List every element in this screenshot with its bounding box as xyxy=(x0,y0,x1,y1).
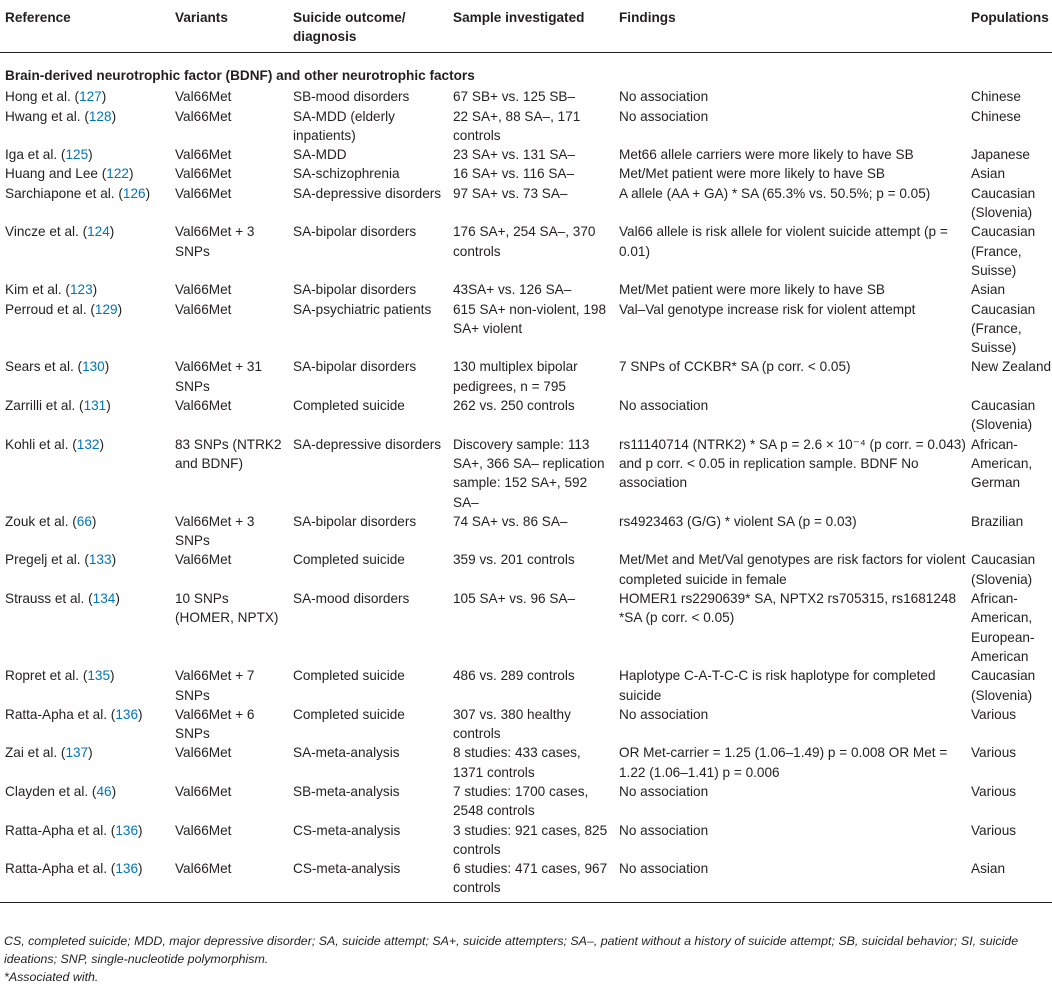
cell-findings: rs11140714 (NTRK2) * SA p = 2.6 × 10⁻⁴ (p corr. = 0.043) and p corr. < 0.05 in replication sample. BDNF No association xyxy=(619,436,966,491)
cell-sample: 3 studies: 921 cases, 825 controls xyxy=(453,822,608,857)
reference-author: Hong et al. ( xyxy=(5,89,80,105)
reference-close-paren: ) xyxy=(99,436,104,452)
cell-outcome: SA-meta-analysis xyxy=(293,745,400,761)
cell-variants: Val66Met xyxy=(175,552,232,568)
cell-reference xyxy=(0,859,170,902)
cell-population: Various xyxy=(971,745,1017,761)
cell-sample: 74 SA+ vs. 86 SA– xyxy=(453,513,568,529)
association-table xyxy=(0,4,1052,903)
cell-population: Japanese xyxy=(971,147,1030,163)
cell-sample: 262 vs. 250 controls xyxy=(453,398,575,414)
cell-population: Caucasian (Slovenia) xyxy=(971,668,1036,703)
cell-reference xyxy=(0,357,170,396)
reference-author: Zouk et al. ( xyxy=(5,513,77,529)
header-populations: Populations xyxy=(966,4,1052,53)
reference-link[interactable]: 122 xyxy=(106,166,129,182)
reference-link[interactable]: 129 xyxy=(94,301,118,317)
reference-close-paren: ) xyxy=(91,513,97,529)
reference-link[interactable]: 132 xyxy=(76,436,100,452)
reference-close-paren: ) xyxy=(117,301,123,317)
cell-variants: Val66Met xyxy=(175,89,232,105)
cell-findings: 7 SNPs of CCKBR* SA (p corr. < 0.05) xyxy=(619,359,851,375)
cell-findings: Met66 allele carriers were more likely to have SB xyxy=(619,147,914,163)
cell-sample: 105 SA+ vs. 96 SA– xyxy=(453,591,576,607)
reference-link[interactable]: 133 xyxy=(88,552,112,568)
cell-reference xyxy=(0,87,170,106)
reference-author: Hwang et al. ( xyxy=(5,108,89,124)
table-row xyxy=(0,222,1052,280)
table-row xyxy=(0,550,1052,589)
reference-link[interactable]: 137 xyxy=(65,745,89,761)
cell-reference xyxy=(0,666,170,705)
cell-variants: Val66Met + 31 SNPs xyxy=(175,359,263,394)
table-row xyxy=(0,782,1052,821)
cell-variants: 83 SNPs (NTRK2 and BDNF) xyxy=(175,436,282,471)
section-title: Brain-derived neurotrophic factor (BDNF) and other neurotrophic factors xyxy=(5,68,475,83)
cell-outcome: SA-bipolar disorders xyxy=(293,224,417,240)
reference-link[interactable]: 124 xyxy=(87,224,110,240)
cell-sample: 486 vs. 289 controls xyxy=(453,668,575,684)
reference-author: Perroud et al. ( xyxy=(5,301,95,317)
reference-link[interactable]: 136 xyxy=(115,822,139,838)
cell-population: Brazilian xyxy=(971,513,1024,529)
cell-reference xyxy=(0,589,170,666)
cell-findings: Met/Met patient were more likely to have SB xyxy=(619,166,885,182)
header-variants: Variants xyxy=(170,4,288,53)
cell-outcome: SB-mood disorders xyxy=(293,89,410,105)
cell-findings: Haplotype C-A-T-C-C is risk haplotype for completed suicide xyxy=(619,668,936,703)
cell-outcome: Completed suicide xyxy=(293,706,405,722)
cell-sample: 176 SA+, 254 SA–, 370 controls xyxy=(453,224,596,259)
cell-reference xyxy=(0,107,170,146)
cell-sample: Discovery sample: 113 SA+, 366 SA– replication sample: 152 SA+, 592 SA– xyxy=(453,436,605,510)
table-row xyxy=(0,184,1052,223)
table-row xyxy=(0,357,1052,396)
reference-author: Ratta-Apha et al. ( xyxy=(5,706,116,722)
cell-outcome: SA-bipolar disorders xyxy=(293,282,417,298)
cell-variants: Val66Met xyxy=(175,822,232,838)
reference-close-paren: ) xyxy=(138,822,143,838)
table-row xyxy=(0,396,1052,435)
reference-close-paren: ) xyxy=(104,359,110,375)
cell-reference xyxy=(0,164,170,183)
cell-population: Caucasian (Slovenia) xyxy=(971,398,1036,433)
reference-author: Ropret et al. ( xyxy=(5,668,88,684)
reference-author: Kohli et al. ( xyxy=(5,436,77,452)
cell-findings: No association xyxy=(619,783,709,799)
cell-findings: Val66 allele is risk allele for violent suicide attempt (p = 0.01) xyxy=(619,224,948,259)
cell-variants: Val66Met xyxy=(175,398,232,414)
reference-close-paren: ) xyxy=(138,706,143,722)
reference-author: Strauss et al. ( xyxy=(5,591,93,607)
cell-reference xyxy=(0,512,170,551)
reference-author: Sears et al. ( xyxy=(5,359,83,375)
cell-outcome: CS-meta-analysis xyxy=(288,859,448,902)
reference-author: Pregelj et al. ( xyxy=(5,552,89,568)
cell-findings: rs4923463 (G/G) * violent SA (p = 0.03) xyxy=(619,513,857,529)
cell-reference xyxy=(0,821,170,860)
cell-population: Asian xyxy=(971,282,1006,298)
header-outcome: Suicide outcome/ diagnosis xyxy=(288,4,448,53)
table-row xyxy=(0,666,1052,705)
cell-population: African-American, German xyxy=(971,436,1033,491)
reference-link[interactable]: 131 xyxy=(83,398,107,414)
cell-variants: Val66Met xyxy=(175,783,232,799)
reference-author: Zai et al. ( xyxy=(5,745,66,761)
cell-outcome: Completed suicide xyxy=(293,398,405,414)
cell-variants: Val66Met xyxy=(175,166,232,182)
cell-population: New Zealand xyxy=(971,359,1052,375)
reference-close-paren: ) xyxy=(88,147,93,163)
reference-close-paren: ) xyxy=(101,89,107,105)
cell-findings: HOMER1 rs2290639* SA, NPTX2 rs705315, rs1681248 *SA (p corr. < 0.05) xyxy=(619,591,957,626)
cell-sample: 6 studies: 471 cases, 967 controls xyxy=(448,859,614,902)
reference-link[interactable]: 123 xyxy=(69,282,93,298)
cell-findings: Met/Met patient were more likely to have SB xyxy=(619,282,885,298)
cell-variants: Val66Met + 6 SNPs xyxy=(175,706,255,742)
table-row xyxy=(0,280,1052,299)
reference-link[interactable]: 136 xyxy=(115,861,139,877)
cell-population: Various xyxy=(971,822,1017,838)
cell-outcome: SA-mood disorders xyxy=(293,591,410,607)
cell-variants: Val66Met xyxy=(175,745,232,761)
header-row xyxy=(0,4,1052,53)
cell-outcome: SA-psychiatric patients xyxy=(293,301,432,317)
reference-author: Huang and Lee ( xyxy=(5,166,107,182)
cell-variants: Val66Met + 3 SNPs xyxy=(175,513,255,549)
cell-findings: Met/Met and Met/Val genotypes are risk factors for violent completed suicide in female xyxy=(619,552,966,587)
cell-sample: 43SA+ vs. 126 SA– xyxy=(453,282,572,298)
cell-outcome: Completed suicide xyxy=(293,552,405,568)
cell-outcome: SA-bipolar disorders xyxy=(293,513,417,529)
table-row xyxy=(0,145,1052,164)
table-row xyxy=(0,300,1052,358)
cell-population: Various xyxy=(971,783,1017,799)
reference-link[interactable]: 130 xyxy=(82,359,105,375)
reference-link[interactable]: 128 xyxy=(88,108,112,124)
reference-link[interactable]: 127 xyxy=(79,89,102,105)
reference-close-paren: ) xyxy=(111,552,117,568)
reference-author: Ratta-Apha et al. ( xyxy=(5,822,116,838)
cell-population: Asian xyxy=(966,859,1052,902)
header-reference: Reference xyxy=(0,4,170,53)
cell-reference xyxy=(0,145,170,164)
table-row xyxy=(0,705,1052,744)
cell-population: Caucasian (Slovenia) xyxy=(971,552,1036,587)
reference-close-paren: ) xyxy=(111,108,117,124)
reference-author: Sarchiapone et al. ( xyxy=(5,185,123,201)
reference-link[interactable]: 125 xyxy=(65,147,89,163)
table-row xyxy=(0,107,1052,146)
cell-findings: No association xyxy=(614,859,966,902)
table-row xyxy=(0,743,1052,782)
section-row xyxy=(0,53,1052,88)
reference-author: Vincze et al. ( xyxy=(5,224,88,240)
header-sample: Sample investigated xyxy=(448,4,614,53)
cell-reference xyxy=(0,300,170,358)
cell-population: Caucasian (France, Suisse) xyxy=(971,301,1036,356)
reference-close-paren: ) xyxy=(106,398,111,414)
reference-close-paren: ) xyxy=(88,745,93,761)
cell-variants: Val66Met xyxy=(175,147,232,163)
cell-outcome: SA-MDD xyxy=(293,147,347,163)
cell-outcome: SB-meta-analysis xyxy=(293,783,400,799)
cell-variants: Val66Met xyxy=(170,859,288,902)
cell-reference xyxy=(0,280,170,299)
table-row xyxy=(0,435,1052,512)
reference-author: Zarrilli et al. ( xyxy=(5,398,84,414)
cell-reference xyxy=(0,184,170,223)
cell-population: Various xyxy=(971,706,1017,722)
cell-variants: Val66Met xyxy=(175,108,232,124)
reference-link[interactable]: 46 xyxy=(96,783,112,799)
cell-variants: Val66Met + 7 SNPs xyxy=(175,668,255,703)
cell-population: Caucasian (France, Suisse) xyxy=(971,224,1036,278)
cell-reference xyxy=(0,782,170,821)
cell-findings: No association xyxy=(619,706,709,722)
cell-findings: No association xyxy=(619,89,709,105)
cell-variants: 10 SNPs (HOMER, NPTX) xyxy=(175,591,279,626)
cell-population: Asian xyxy=(971,166,1006,182)
cell-outcome: Completed suicide xyxy=(293,668,405,684)
cell-sample: 615 SA+ non-violent, 198 SA+ violent xyxy=(453,301,607,336)
cell-outcome: CS-meta-analysis xyxy=(293,822,401,838)
cell-reference xyxy=(0,435,170,512)
cell-sample: 23 SA+ vs. 131 SA– xyxy=(453,147,576,163)
reference-link[interactable]: 136 xyxy=(115,706,139,722)
cell-variants: Val66Met xyxy=(175,282,232,298)
reference-close-paren: ) xyxy=(110,668,115,684)
reference-link[interactable]: 66 xyxy=(76,513,92,529)
footnote-asterisk: *Associated with. xyxy=(4,970,99,984)
cell-findings: No association xyxy=(619,108,709,124)
table-row xyxy=(0,87,1052,106)
cell-outcome: SA-depressive disorders xyxy=(293,185,442,201)
footnote-abbreviations: CS, completed suicide; MDD, major depressive disorder; SA, suicide attempt; SA+, suicide attempters; SA–, patient without a history of suicide attempt; SB, suicidal behavior; SI, suicide ideations; SNP, single-nucleotide polymorphism. xyxy=(4,934,1019,966)
table-row xyxy=(0,164,1052,183)
cell-population: Chinese xyxy=(971,89,1021,105)
reference-close-paren: ) xyxy=(92,282,98,298)
reference-close-paren: ) xyxy=(111,783,117,799)
cell-sample: 67 SB+ vs. 125 SB– xyxy=(453,89,576,105)
table-row xyxy=(0,512,1052,551)
reference-close-paren: ) xyxy=(109,224,115,240)
reference-author: Clayden et al. ( xyxy=(5,783,97,799)
reference-author: Iga et al. ( xyxy=(5,147,66,163)
reference-link[interactable]: 134 xyxy=(92,591,116,607)
reference-close-paren: ) xyxy=(128,166,134,182)
reference-author: Kim et al. ( xyxy=(5,282,70,298)
cell-variants: Val66Met + 3 SNPs xyxy=(175,224,255,259)
cell-reference xyxy=(0,705,170,744)
cell-sample: 307 vs. 380 healthy controls xyxy=(453,706,571,742)
reference-author: Ratta-Apha et al. ( xyxy=(5,861,116,877)
table-row xyxy=(0,589,1052,666)
cell-population: African-American, European-American xyxy=(971,591,1035,664)
cell-findings: OR Met-carrier = 1.25 (1.06–1.49) p = 0.008 OR Met = 1.22 (1.06–1.41) p = 0.006 xyxy=(619,745,948,780)
cell-outcome: SA-MDD (elderly inpatients) xyxy=(293,108,395,143)
cell-outcome: SA-schizophrenia xyxy=(293,166,400,182)
reference-close-paren: ) xyxy=(138,861,143,877)
cell-sample: 359 vs. 201 controls xyxy=(453,552,575,568)
cell-sample: 22 SA+, 88 SA–, 171 controls xyxy=(453,108,581,143)
table-row xyxy=(0,821,1052,860)
reference-close-paren: ) xyxy=(145,185,151,201)
cell-reference xyxy=(0,743,170,782)
reference-close-paren: ) xyxy=(115,591,120,607)
cell-outcome: SA-depressive disorders xyxy=(293,436,442,452)
cell-population: Caucasian (Slovenia) xyxy=(971,185,1036,221)
cell-findings: A allele (AA + GA) * SA (65.3% vs. 50.5%; p = 0.05) xyxy=(619,185,931,201)
cell-reference xyxy=(0,222,170,280)
cell-findings: No association xyxy=(619,822,709,838)
reference-link[interactable]: 126 xyxy=(122,185,146,201)
cell-reference xyxy=(0,550,170,589)
cell-variants: Val66Met xyxy=(175,185,232,201)
cell-population: Chinese xyxy=(971,108,1021,124)
cell-variants: Val66Met xyxy=(175,301,232,317)
table-row xyxy=(0,859,1052,902)
cell-outcome: SA-bipolar disorders xyxy=(293,359,417,375)
cell-sample: 16 SA+ vs. 116 SA– xyxy=(453,166,575,182)
header-findings: Findings xyxy=(614,4,966,53)
reference-link[interactable]: 135 xyxy=(87,668,111,684)
cell-findings: No association xyxy=(619,398,709,414)
cell-reference xyxy=(0,396,170,435)
cell-findings: Val–Val genotype increase risk for violent attempt xyxy=(619,301,916,317)
cell-sample: 7 studies: 1700 cases, 2548 controls xyxy=(453,783,589,819)
cell-sample: 97 SA+ vs. 73 SA– xyxy=(453,185,568,201)
cell-sample: 8 studies: 433 cases, 1371 controls xyxy=(453,745,581,780)
cell-sample: 130 multiplex bipolar pedigrees, n = 795 xyxy=(453,359,578,394)
table-footnote xyxy=(4,932,1044,986)
